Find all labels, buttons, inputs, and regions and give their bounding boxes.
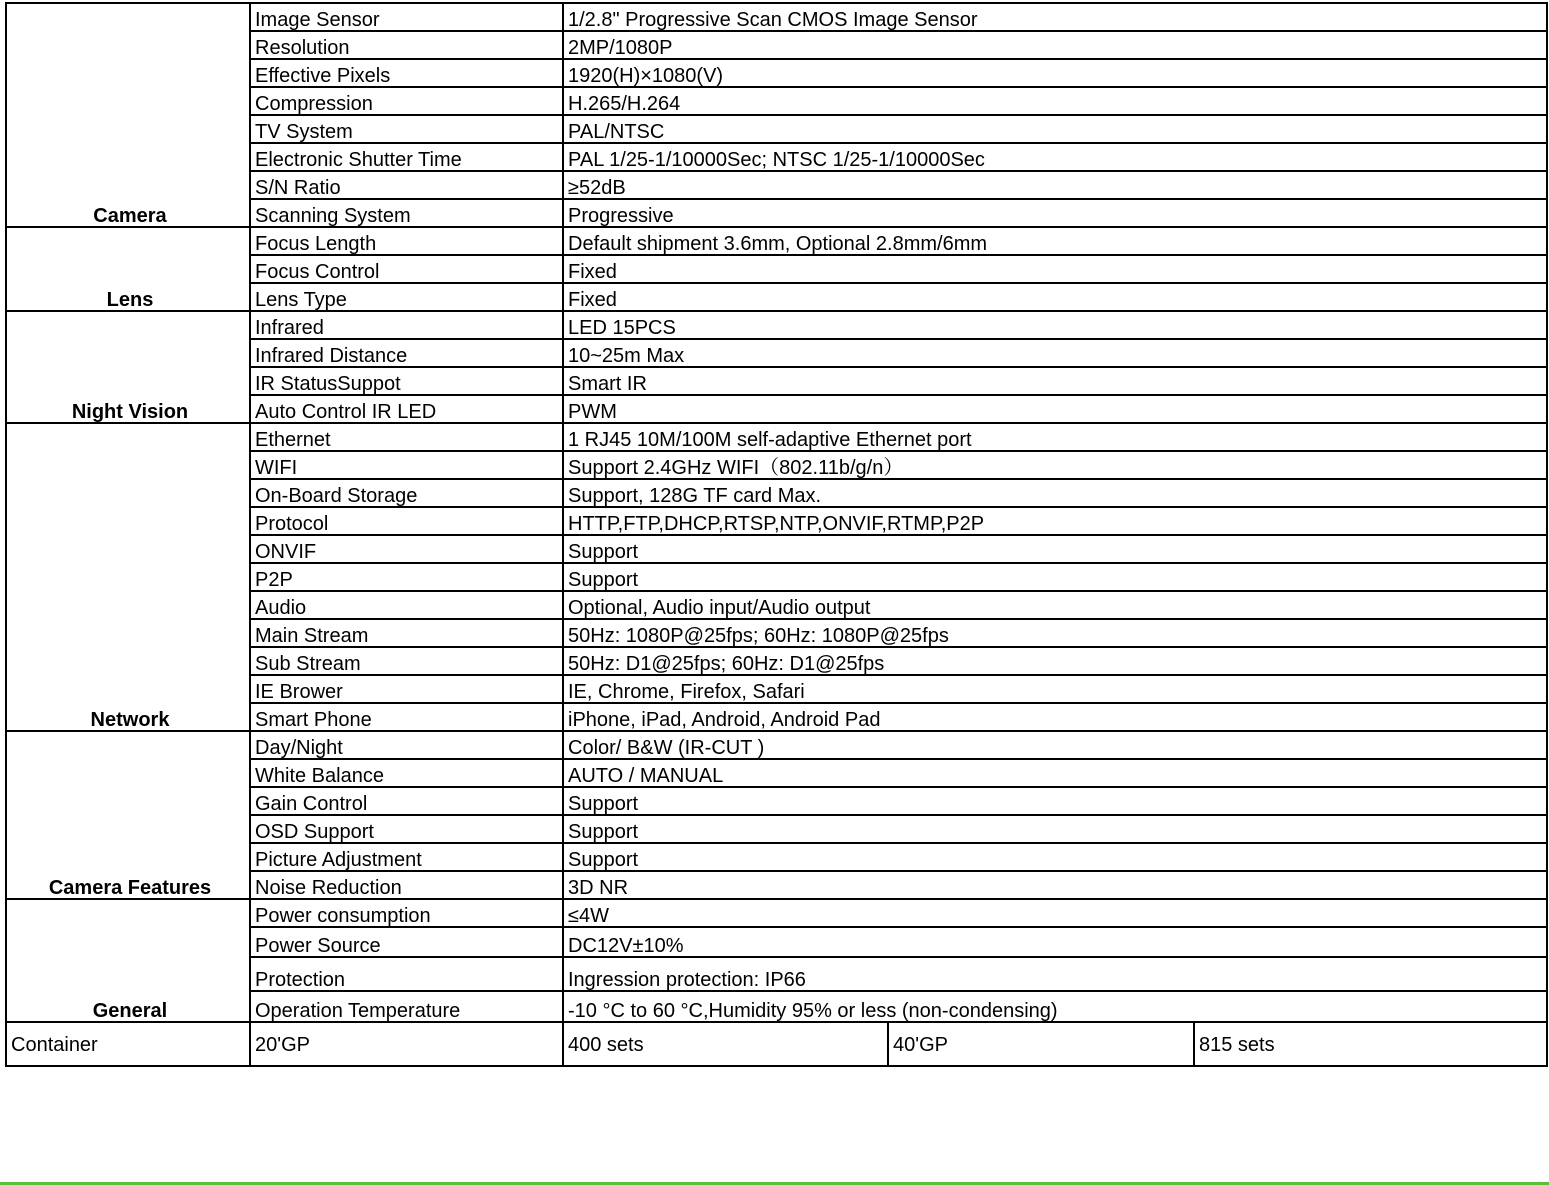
param-label: OSD Support [250,815,563,843]
table-row [6,731,1547,759]
param-label: Infrared Distance [250,339,563,367]
category-network: Network [6,423,250,731]
param-label: Main Stream [250,619,563,647]
param-value: AUTO / MANUAL [563,759,1547,787]
param-label: White Balance [250,759,563,787]
param-value: Progressive [563,199,1547,227]
spec-table [5,2,1548,1067]
param-value: Support [563,535,1547,563]
param-label: Compression [250,87,563,115]
param-value: -10 °C to 60 °C,Humidity 95% or less (non-condensing) [563,991,1547,1022]
param-value: IE, Chrome, Firefox, Safari [563,675,1547,703]
param-label: Focus Control [250,255,563,283]
param-value: Color/ B&W (IR-CUT ) [563,731,1547,759]
param-value: 3D NR [563,871,1547,899]
param-value: Smart IR [563,367,1547,395]
param-label: On-Board Storage [250,479,563,507]
table-row [6,311,1547,339]
param-value: Ingression protection: IP66 [563,957,1547,991]
param-label: Operation Temperature [250,991,563,1022]
table-row [6,423,1547,451]
category-general: General [6,899,250,1022]
category-night-vision: Night Vision [6,311,250,423]
param-label: Power Source [250,927,563,957]
param-label: Gain Control [250,787,563,815]
param-value: ≥52dB [563,171,1547,199]
param-label: S/N Ratio [250,171,563,199]
param-label: Day/Night [250,731,563,759]
param-label: Auto Control IR LED [250,395,563,423]
container-type-40gp: 40'GP [888,1022,1194,1066]
param-label: WIFI [250,451,563,479]
param-value: PAL 1/25-1/10000Sec; NTSC 1/25-1/10000Sec [563,143,1547,171]
table-row [6,227,1547,255]
table-row [6,3,1547,31]
param-value: Support [563,563,1547,591]
param-value: 2MP/1080P [563,31,1547,59]
param-value: ≤4W [563,899,1547,927]
param-label: Scanning System [250,199,563,227]
param-value: 10~25m Max [563,339,1547,367]
category-lens: Lens [6,227,250,311]
param-value: PWM [563,395,1547,423]
category-camera: Camera [6,3,250,227]
param-label: Smart Phone [250,703,563,731]
param-value: Support 2.4GHz WIFI（802.11b/g/n） [563,451,1547,479]
param-label: Sub Stream [250,647,563,675]
param-label: ONVIF [250,535,563,563]
container-label: Container [6,1022,250,1066]
param-label: Infrared [250,311,563,339]
param-label: Protection [250,957,563,991]
param-value: Fixed [563,255,1547,283]
spec-sheet [5,2,1546,1067]
param-value: Fixed [563,283,1547,311]
param-value: 1 RJ45 10M/100M self-adaptive Ethernet port [563,423,1547,451]
param-label: P2P [250,563,563,591]
param-label: Noise Reduction [250,871,563,899]
param-label: Effective Pixels [250,59,563,87]
param-label: Picture Adjustment [250,843,563,871]
param-label: Electronic Shutter Time [250,143,563,171]
param-label: Image Sensor [250,3,563,31]
param-value: Support [563,787,1547,815]
param-label: Audio [250,591,563,619]
container-qty-40gp: 815 sets [1194,1022,1547,1066]
param-value: Default shipment 3.6mm, Optional 2.8mm/6mm [563,227,1547,255]
param-value: LED 15PCS [563,311,1547,339]
param-label: Focus Length [250,227,563,255]
param-label: Lens Type [250,283,563,311]
table-row [6,899,1547,927]
param-value: DC12V±10% [563,927,1547,957]
param-value: HTTP,FTP,DHCP,RTSP,NTP,ONVIF,RTMP,P2P [563,507,1547,535]
category-camera-features: Camera Features [6,731,250,899]
param-value: 1920(H)×1080(V) [563,59,1547,87]
param-value: Optional, Audio input/Audio output [563,591,1547,619]
param-value: 50Hz: 1080P@25fps; 60Hz: 1080P@25fps [563,619,1547,647]
param-label: Resolution [250,31,563,59]
param-value: Support, 128G TF card Max. [563,479,1547,507]
param-label: Ethernet [250,423,563,451]
param-value: iPhone, iPad, Android, Android Pad [563,703,1547,731]
param-label: IR StatusSuppot [250,367,563,395]
container-row [6,1022,1547,1066]
param-value: H.265/H.264 [563,87,1547,115]
param-value: Support [563,843,1547,871]
param-value: 1/2.8" Progressive Scan CMOS Image Sensor [563,3,1547,31]
param-label: IE Brower [250,675,563,703]
param-label: TV System [250,115,563,143]
param-value: Support [563,815,1547,843]
param-value: 50Hz: D1@25fps; 60Hz: D1@25fps [563,647,1547,675]
param-value: PAL/NTSC [563,115,1547,143]
container-qty-20gp: 400 sets [563,1022,888,1066]
container-type-20gp: 20'GP [250,1022,563,1066]
param-label: Power consumption [250,899,563,927]
param-label: Protocol [250,507,563,535]
